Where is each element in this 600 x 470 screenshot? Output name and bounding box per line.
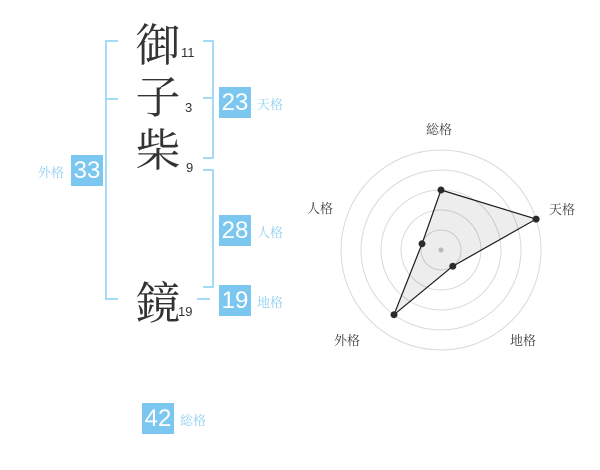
- name-char-4: 鏡: [135, 277, 181, 330]
- soukaku-label: 総格: [180, 413, 207, 428]
- radar-axis-label: 天格: [548, 202, 576, 217]
- name-char-1: 御: [135, 19, 181, 72]
- radar-vertex-dot: [391, 311, 398, 318]
- radar-axis-label: 外格: [333, 333, 361, 348]
- radar-series-polygon: [394, 190, 536, 315]
- stroke-count-2: 3: [185, 100, 193, 115]
- name-char-3: 柴: [135, 124, 181, 177]
- soukaku-value-box: 42: [142, 403, 174, 434]
- radar-vertex-dot: [438, 187, 445, 194]
- jinkaku-value-box: 28: [219, 215, 251, 246]
- stroke-count-1: 11: [181, 45, 195, 60]
- gaikaku-value-box: 33: [71, 155, 103, 186]
- radar-vertex-dot: [533, 216, 540, 223]
- radar-center-dot: [439, 248, 444, 253]
- gaikaku-label: 外格: [37, 165, 64, 180]
- radar-axis-label: 人格: [306, 201, 334, 216]
- radar-vertex-dot: [449, 263, 456, 270]
- radar-axis-label: 地格: [509, 333, 537, 348]
- stroke-count-4: 19: [178, 304, 193, 319]
- name-char-2: 子: [135, 71, 181, 124]
- tenkaku-label: 天格: [257, 97, 284, 112]
- radar-vertex-dot: [419, 240, 426, 247]
- jinkaku-label: 人格: [257, 225, 284, 240]
- chikaku-value-box: 19: [219, 285, 251, 316]
- chikaku-label: 地格: [257, 295, 284, 310]
- radar-axis-label: 総格: [425, 122, 453, 137]
- stroke-count-3: 9: [186, 160, 194, 175]
- tenkaku-value-box: 23: [219, 87, 251, 118]
